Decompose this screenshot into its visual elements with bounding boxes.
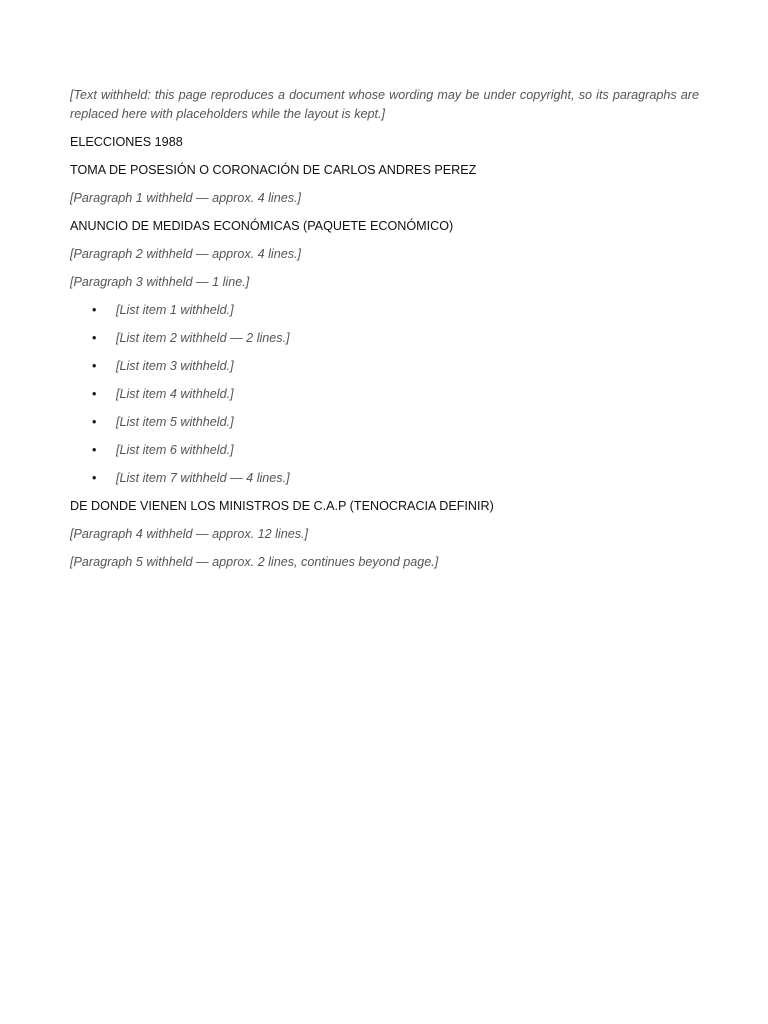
- bullet-icon: •: [92, 415, 97, 429]
- list-item-text: [List item 1 withheld.]: [116, 303, 234, 317]
- bullet-icon: •: [92, 387, 97, 401]
- section-heading-inauguration: TOMA DE POSESIÓN O CORONACIÓN DE CARLOS ANDRES PEREZ: [70, 163, 477, 177]
- list-item-text: [List item 4 withheld.]: [116, 387, 234, 401]
- document-page: [70, 86, 699, 581]
- section-heading-economic-package: ANUNCIO DE MEDIDAS ECONÓMICAS (PAQUETE ECONÓMICO): [70, 219, 454, 233]
- section-heading-elections: ELECCIONES 1988: [70, 135, 183, 149]
- paragraph-package-intro: [Paragraph 3 withheld — 1 line.]: [70, 275, 250, 289]
- package-measures-list: [70, 301, 699, 488]
- bullet-icon: •: [92, 303, 97, 317]
- list-item: [70, 357, 699, 376]
- list-item: [70, 413, 699, 432]
- bullet-icon: •: [92, 443, 97, 457]
- list-item-text: [List item 6 withheld.]: [116, 443, 234, 457]
- section-heading-ministers: DE DONDE VIENEN LOS MINISTROS DE C.A.P (TENOCRACIA DEFINIR): [70, 499, 494, 513]
- paragraph-ministers: [Paragraph 4 withheld — approx. 12 lines.]: [70, 527, 309, 541]
- list-item: [70, 469, 699, 488]
- list-item: [70, 441, 699, 460]
- placeholder-note: [Text withheld: this page reproduces a document whose wording may be under copyright, so its paragraphs are replaced here with placeholders while the layout is kept.]: [70, 88, 699, 121]
- list-item: [70, 301, 699, 320]
- list-item-text: [List item 2 withheld — 2 lines.]: [116, 331, 290, 345]
- list-item-text: [List item 5 withheld.]: [116, 415, 234, 429]
- paragraph-cen-revenge: [Paragraph 5 withheld — approx. 2 lines, continues beyond page.]: [70, 555, 439, 569]
- list-item-text: [List item 7 withheld — 4 lines.]: [116, 471, 290, 485]
- bullet-icon: •: [92, 331, 97, 345]
- paragraph-inauguration: [Paragraph 1 withheld — approx. 4 lines.]: [70, 191, 302, 205]
- list-item-text: [List item 3 withheld.]: [116, 359, 234, 373]
- bullet-icon: •: [92, 359, 97, 373]
- list-item: [70, 329, 699, 348]
- paragraph-economic-package: [Paragraph 2 withheld — approx. 4 lines.]: [70, 247, 302, 261]
- bullet-icon: •: [92, 471, 97, 485]
- list-item: [70, 385, 699, 404]
